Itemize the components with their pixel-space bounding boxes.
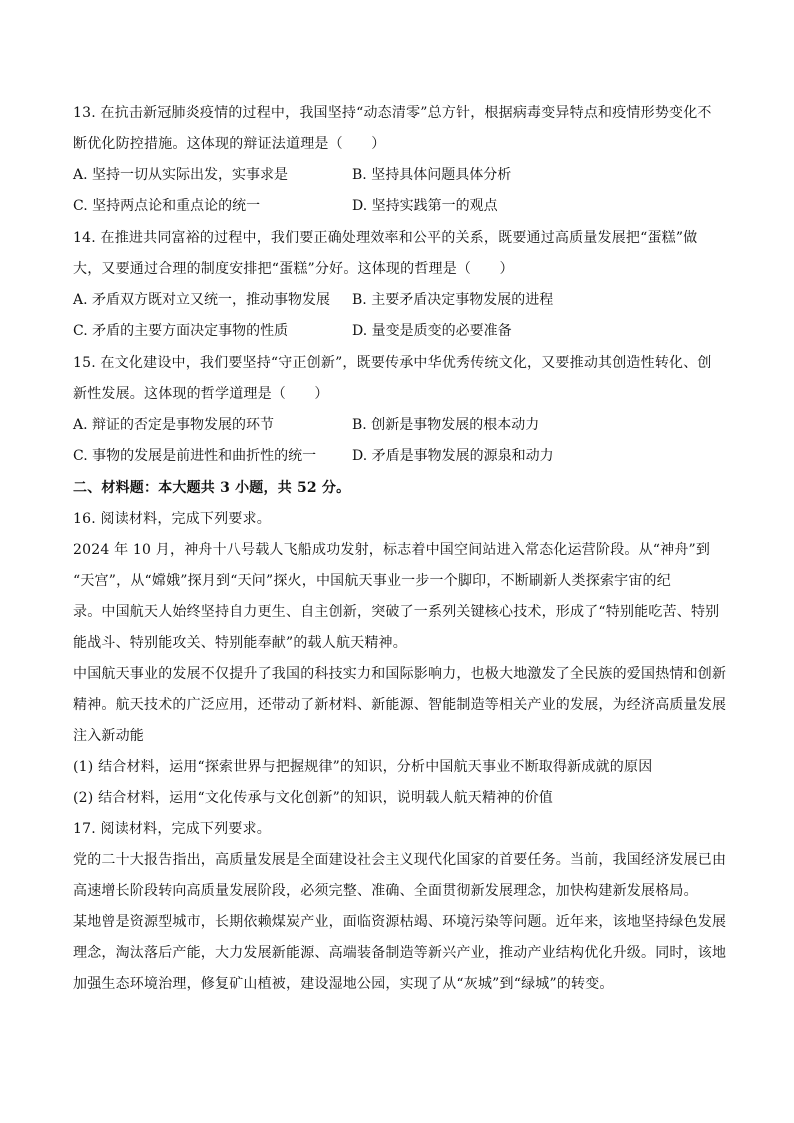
q14-option-b: B. 主要矛盾决定事物发展的进程	[352, 292, 554, 308]
q16-material-line-4: 能战斗、特别能攻关、特别能奉献”的载人航天精神。	[73, 635, 407, 651]
q14-stem-line-1: 14. 在推进共同富裕的过程中，我们要正确处理效率和公平的关系，既要通过高质量发展把“蛋糕”做	[73, 230, 698, 246]
q16-material-line-1: 2024 年 10 月，神舟十八号载人飞船成功发射，标志着中国空间站进入常态化运营阶段。从“神舟”到	[73, 542, 711, 558]
q14-option-c: C. 矛盾的主要方面决定事物的性质	[73, 323, 289, 339]
q16-material-line-3: 录。中国航天人始终坚持自力更生、自主创新，突破了一系列关键核心技术，形成了“特别能吃苦、特别	[73, 604, 720, 620]
q17-material-line-4: 理念，淘汰落后产能，大力发展新能源、高端装备制造等新兴产业，推动产业结构优化升级。同时，该地	[73, 945, 727, 961]
q15-stem-line-1: 15. 在文化建设中，我们要坚持“守正创新”，既要传承中华优秀传统文化，又要推动其创造性转化、创	[73, 355, 712, 371]
q14-option-d: D. 量变是质变的必要准备	[352, 323, 512, 339]
q17-material-line-5: 加强生态环境治理，修复矿山植被，建设湿地公园，实现了从“灰城”到“绿城”的转变。	[73, 976, 614, 992]
q13-option-d: D. 坚持实践第一的观点	[352, 198, 498, 214]
q16-material-line-2: “天宫”，从“嫦娥”探月到“天问”探火，中国航天事业一步一个脚印，不断刷新人类探索宇宙的纪	[73, 573, 671, 589]
q15-option-a: A. 辩证的否定是事物发展的环节	[73, 417, 275, 433]
q13-stem-line-2: 断优化防控措施。这体现的辩证法道理是（ ）	[73, 136, 386, 152]
section-heading: 二、材料题：本大题共 3 小题，共 52 分。	[73, 480, 351, 496]
q14-option-a: A. 矛盾双方既对立又统一，推动事物发展	[73, 292, 331, 308]
q13-stem-line-1: 13. 在抗击新冠肺炎疫情的过程中，我国坚持“动态清零”总方针，根据病毒变异特点和疫情形势变化不	[73, 105, 712, 121]
q15-option-d: D. 矛盾是事物发展的源泉和动力	[352, 448, 554, 464]
q16-subquestion-2: (2) 结合材料，运用“文化传承与文化创新”的知识，说明载人航天精神的价值	[73, 790, 553, 806]
q14-stem-line-2: 大，又要通过合理的制度安排把“蛋糕”分好。这体现的哲理是（ ）	[73, 261, 514, 277]
q16-intro: 16. 阅读材料，完成下列要求。	[73, 511, 271, 527]
q16-material-line-7: 注入新动能	[73, 728, 144, 744]
q16-subquestion-1: (1) 结合材料，运用“探索世界与把握规律”的知识，分析中国航天事业不断取得新成就的原因	[73, 759, 653, 775]
q16-material-line-6: 精神。航天技术的广泛应用，还带动了新材料、新能源、智能制造等相关产业的发展，为经济高质量发展	[73, 697, 727, 713]
q17-material-line-1: 党的二十大报告指出，高质量发展是全面建设社会主义现代化国家的首要任务。当前，我国经济发展已由	[73, 852, 727, 868]
q15-stem-line-2: 新性发展。这体现的哲学道理是（ ）	[73, 386, 329, 402]
q13-option-a: A. 坚持一切从实际出发，实事求是	[73, 167, 289, 183]
q13-option-c: C. 坚持两点论和重点论的统一	[73, 198, 261, 214]
q15-option-c: C. 事物的发展是前进性和曲折性的统一	[73, 448, 317, 464]
q17-intro: 17. 阅读材料，完成下列要求。	[73, 821, 271, 837]
q16-material-line-5: 中国航天事业的发展不仅提升了我国的科技实力和国际影响力，也极大地激发了全民族的爱国热情和创新	[73, 666, 727, 682]
q15-option-b: B. 创新是事物发展的根本动力	[352, 417, 540, 433]
q13-option-b: B. 坚持具体问题具体分析	[352, 167, 512, 183]
q17-material-line-2: 高速增长阶段转向高质量发展阶段，必须完整、准确、全面贯彻新发展理念，加快构建新发展格局。	[73, 883, 698, 899]
q17-material-line-3: 某地曾是资源型城市，长期依赖煤炭产业，面临资源枯竭、环境污染等问题。近年来，该地坚持绿色发展	[73, 914, 727, 930]
